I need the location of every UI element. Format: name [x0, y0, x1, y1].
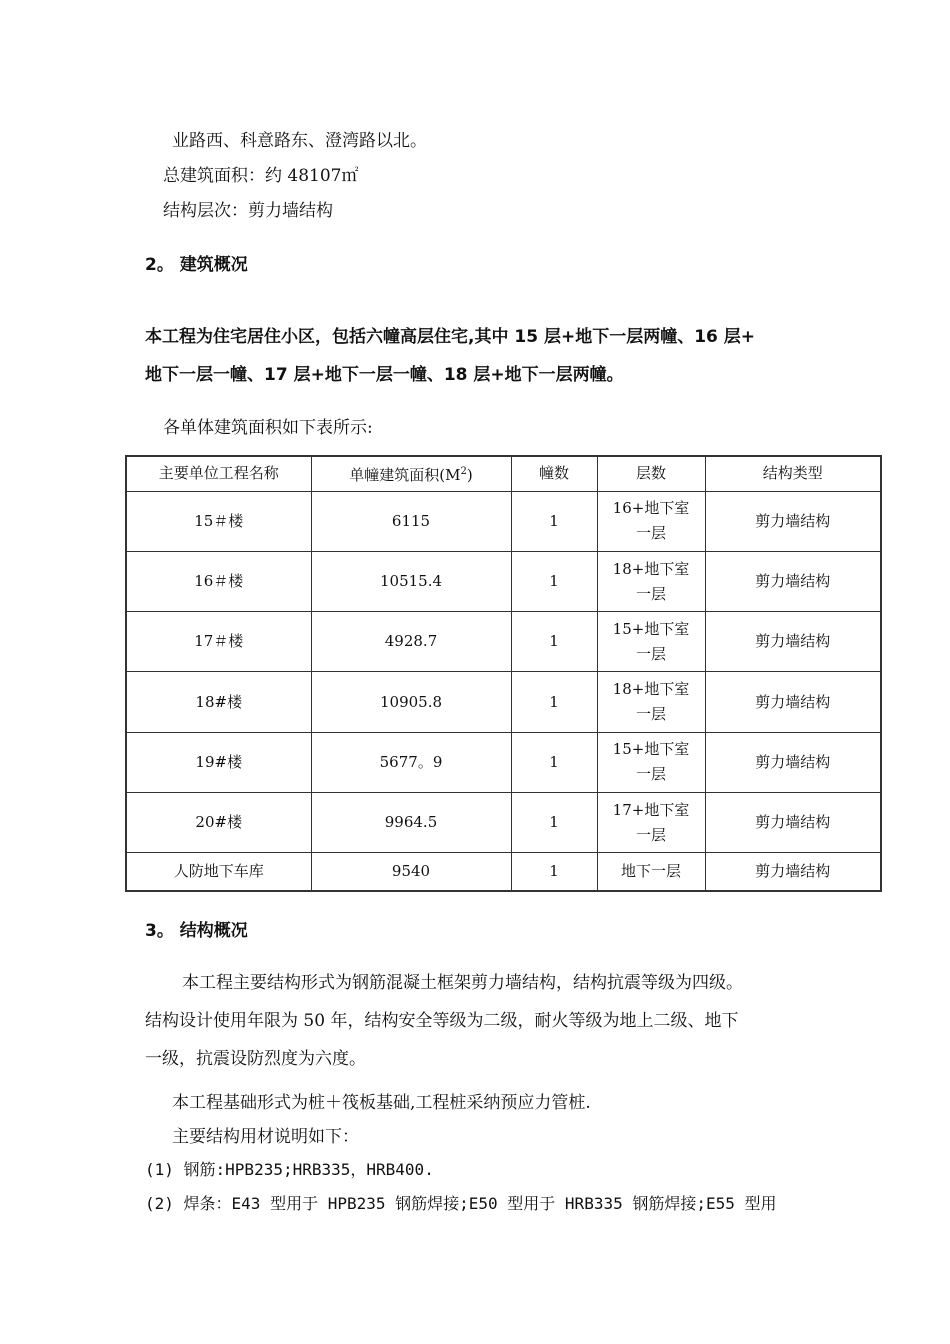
section-2-para-line-2: 地下一层一幢、17 层+地下一层一幢、18 层+地下一层两幢。: [145, 365, 624, 385]
cell-count: 1: [511, 732, 597, 792]
cell-structure: 剪力墙结构: [705, 853, 881, 891]
header-name: 主要单位工程名称: [126, 456, 311, 491]
section-3-heading: 3。 结构概况: [145, 921, 248, 941]
cell-name: 15＃楼: [126, 491, 311, 551]
cell-area: 10515.4: [311, 551, 511, 611]
total-area-text: 总建筑面积：约 48107: [163, 166, 342, 186]
cell-count: 1: [511, 792, 597, 852]
cell-floors: 18+地下室 一层: [597, 551, 705, 611]
table-header-row: [126, 456, 881, 491]
section-2-heading: 2。 建筑概况: [145, 255, 248, 275]
table-intro-line: 各单体建筑面积如下表所示:: [163, 418, 373, 438]
table-row: [126, 853, 881, 891]
cell-floors: 地下一层: [597, 853, 705, 891]
cell-area: 6115: [311, 491, 511, 551]
cell-structure: 剪力墙结构: [705, 612, 881, 672]
cell-floors: 18+地下室 一层: [597, 672, 705, 732]
cell-count: 1: [511, 491, 597, 551]
building-area-table: [125, 455, 882, 892]
cell-structure: 剪力墙结构: [705, 551, 881, 611]
cell-name: 18#楼: [126, 672, 311, 732]
cell-structure: 剪力墙结构: [705, 491, 881, 551]
cell-area: 10905.8: [311, 672, 511, 732]
section-3-para-line-1: 本工程主要结构形式为钢筋混凝土框架剪力墙结构，结构抗震等级为四级。: [182, 973, 743, 993]
table-row: [126, 732, 881, 792]
material-item-1: (1) 钢筋:HPB235;HRB335，HRB400.: [145, 1160, 434, 1179]
section-3-para-line-2: 结构设计使用年限为 50 年，结构安全等级为二级，耐火等级为地上二级、地下: [145, 1011, 739, 1031]
cell-name: 16＃楼: [126, 551, 311, 611]
total-area-line: [163, 161, 358, 186]
header-floors: 层数: [597, 456, 705, 491]
material-item-2: (2) 焊条：E43 型用于 HPB235 钢筋焊接;E50 型用于 HRB335 钢筋焊接;E55 型用: [145, 1194, 777, 1213]
table-row: [126, 792, 881, 852]
cell-area: 5677。9: [311, 732, 511, 792]
foundation-line: 本工程基础形式为桩＋筏板基础,工程桩采纳预应力管桩.: [172, 1093, 591, 1113]
materials-intro-line: 主要结构用材说明如下：: [172, 1127, 359, 1147]
cell-floors: 16+地下室 一层: [597, 491, 705, 551]
cell-structure: 剪力墙结构: [705, 672, 881, 732]
cell-area: 4928.7: [311, 612, 511, 672]
cell-name: 17＃楼: [126, 612, 311, 672]
table-row: [126, 672, 881, 732]
cell-count: 1: [511, 551, 597, 611]
cell-area: 9964.5: [311, 792, 511, 852]
section-2-para-line-1: 本工程为住宅居住小区，包括六幢高层住宅,其中 15 层+地下一层两幢、16 层+: [145, 327, 756, 347]
cell-count: 1: [511, 853, 597, 891]
cell-structure: 剪力墙结构: [705, 792, 881, 852]
cell-name: 人防地下车库: [126, 853, 311, 891]
total-area-unit: ㎡: [341, 166, 359, 186]
cell-area: 9540: [311, 853, 511, 891]
cell-count: 1: [511, 672, 597, 732]
header-structure: 结构类型: [705, 456, 881, 491]
table-row: [126, 551, 881, 611]
intro-location-line: 业路西、科意路东、澄湾路以北。: [172, 131, 427, 151]
cell-structure: 剪力墙结构: [705, 732, 881, 792]
cell-name: 20#楼: [126, 792, 311, 852]
section-3-para-line-3: 一级，抗震设防烈度为六度。: [145, 1049, 366, 1069]
cell-floors: 17+地下室 一层: [597, 792, 705, 852]
header-area: 单幢建筑面积$(M^2)$: [311, 456, 511, 491]
cell-floors: 15+地下室 一层: [597, 732, 705, 792]
cell-floors: 15+地下室 一层: [597, 612, 705, 672]
table-row: [126, 612, 881, 672]
cell-count: 1: [511, 612, 597, 672]
cell-name: 19#楼: [126, 732, 311, 792]
structure-type-line: 结构层次：剪力墙结构: [163, 201, 333, 221]
header-count: 幢数: [511, 456, 597, 491]
table-row: [126, 491, 881, 551]
